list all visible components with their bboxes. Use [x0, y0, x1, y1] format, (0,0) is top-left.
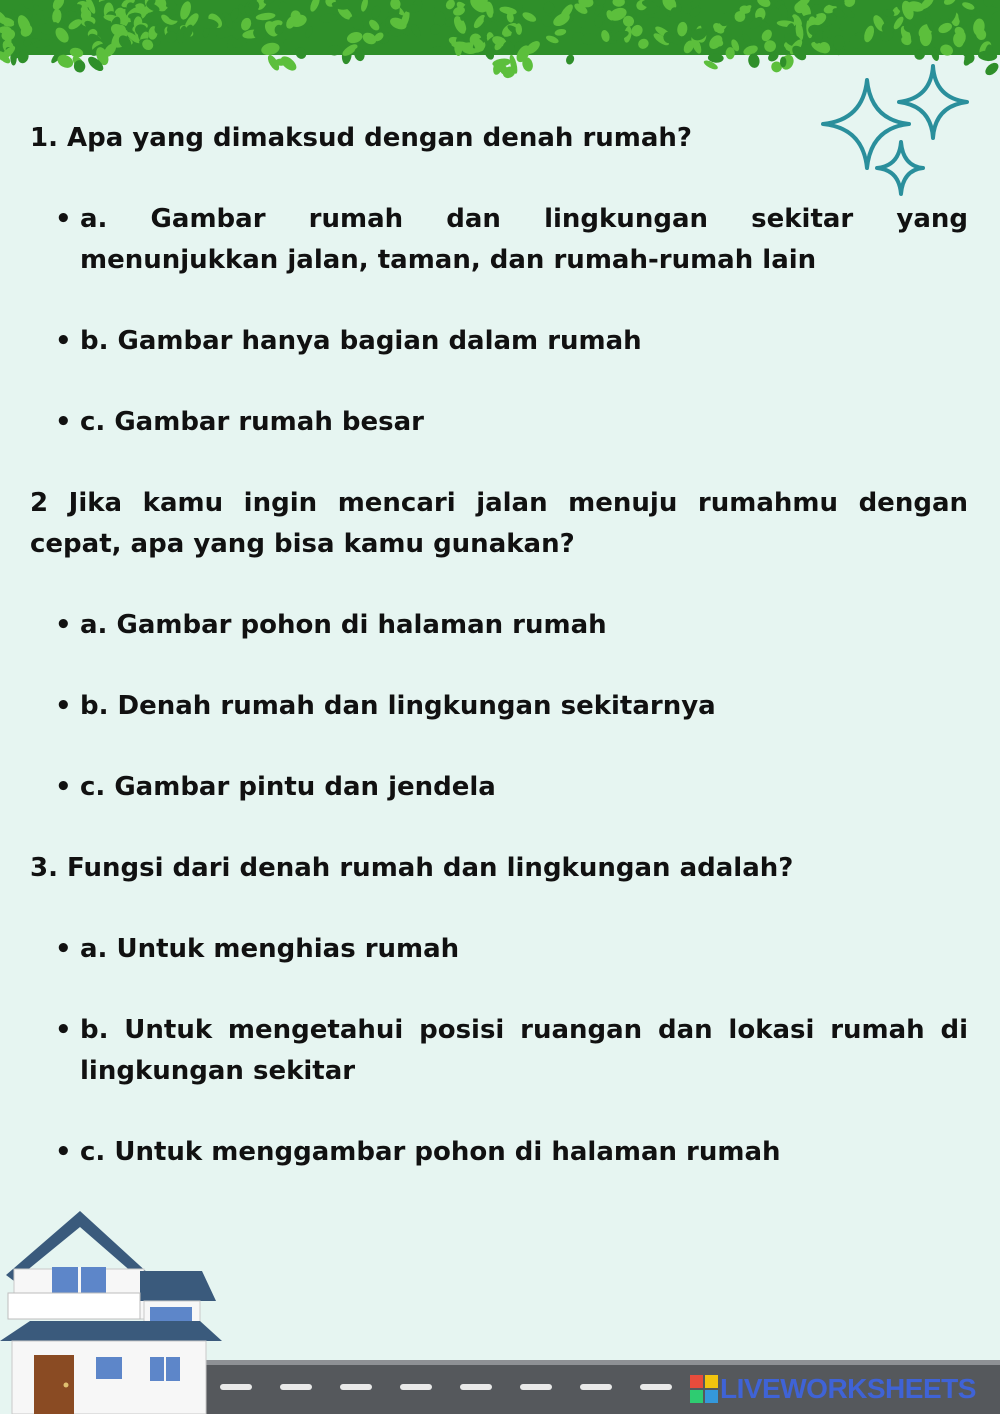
option-label: a. Untuk menghias rumah [80, 934, 460, 964]
question-1-option-b[interactable] [30, 321, 968, 362]
question-3-option-a[interactable] [30, 929, 968, 970]
bullet-icon: • [55, 772, 72, 802]
option-label: b. Gambar hanya bagian dalam rumah [80, 326, 642, 356]
question-block-1 [30, 118, 968, 443]
bullet-icon: • [55, 1015, 72, 1045]
question-2-option-b[interactable] [30, 686, 968, 727]
question-2-option-a[interactable] [30, 605, 968, 646]
bullet-icon: • [55, 934, 72, 964]
question-3-text: 3. Fungsi dari denah rumah dan lingkungan adalah? [30, 853, 794, 883]
worksheet-content [30, 118, 968, 1213]
leaf [983, 60, 1000, 77]
leaf [565, 53, 576, 65]
question-2-option-c[interactable] [30, 767, 968, 808]
question-block-3 [30, 848, 968, 1173]
option-label: c. Gambar pintu dan jendela [80, 772, 496, 802]
question-1-option-c[interactable] [30, 402, 968, 443]
question-3-option-c[interactable] [30, 1132, 968, 1173]
bullet-icon: • [55, 610, 72, 640]
bullet-icon: • [55, 1137, 72, 1167]
option-label: c. Untuk menggambar pohon di halaman rumah [80, 1137, 781, 1167]
option-label: b. Untuk mengetahui posisi ruangan dan lokasi rumah di lingkungan sekitar [80, 1015, 968, 1086]
brand-text: LIVEWORKSHEETS [720, 1373, 976, 1404]
bullet-icon: • [55, 407, 72, 437]
brand-watermark [690, 1370, 976, 1408]
bullet-icon: • [55, 204, 72, 234]
leaf [543, 2, 554, 14]
question-block-2 [30, 483, 968, 808]
bullet-icon: • [55, 691, 72, 721]
liveworksheets-logo-icon [690, 1375, 718, 1403]
leaf [780, 56, 786, 67]
house-illustration-icon [0, 1205, 225, 1414]
option-label: a. Gambar pohon di halaman rumah [80, 610, 607, 640]
option-label: a. Gambar rumah dan lingkungan sekitar yang menunjukkan jalan, taman, dan rumah-rumah lain [80, 204, 968, 275]
option-label: c. Gambar rumah besar [80, 407, 424, 437]
question-1-option-a[interactable] [30, 199, 968, 281]
bullet-icon: • [55, 326, 72, 356]
question-2-text: 2 Jika kamu ingin mencari jalan menuju rumahmu dengan cepat, apa yang bisa kamu gunakan? [30, 488, 968, 559]
option-label: b. Denah rumah dan lingkungan sekitarnya [80, 691, 716, 721]
question-1-text: 1. Apa yang dimaksud dengan denah rumah? [30, 123, 693, 153]
question-3-option-b[interactable] [30, 1010, 968, 1092]
